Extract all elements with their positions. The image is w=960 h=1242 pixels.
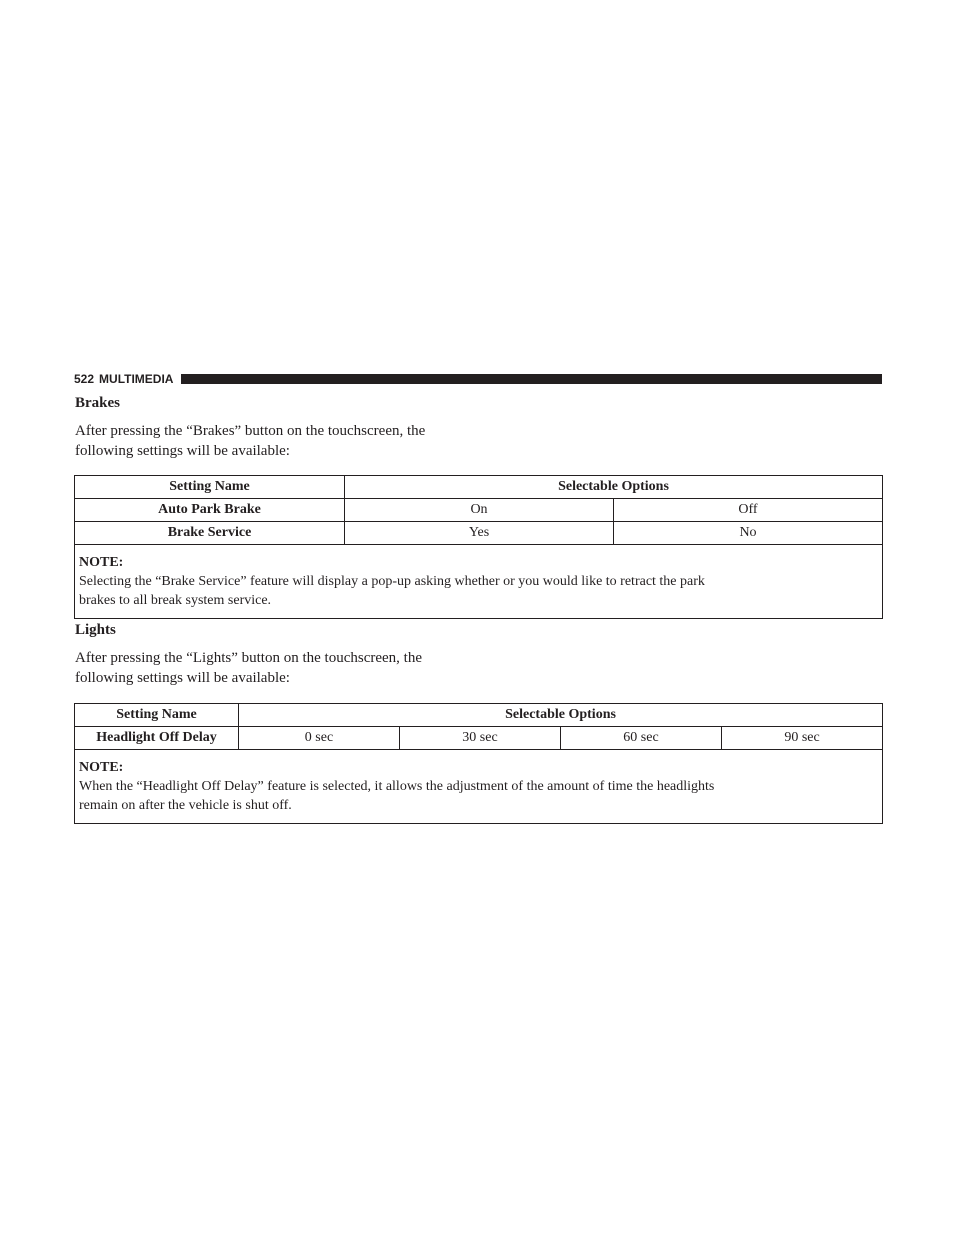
brakes-heading: Brakes bbox=[75, 395, 120, 411]
note-text-line: When the “Headlight Off Delay” feature is selected, it allows the adjustment of the amount of time the headlights bbox=[79, 779, 715, 794]
brakes-intro-line: following settings will be available: bbox=[75, 443, 290, 459]
lights-intro-line: following settings will be available: bbox=[75, 670, 290, 686]
option-cell: No bbox=[614, 522, 883, 545]
brakes-intro-line: After pressing the “Brakes” button on the touchscreen, the bbox=[75, 423, 426, 439]
setting-name-cell: Auto Park Brake bbox=[75, 499, 345, 522]
setting-name-cell: Brake Service bbox=[75, 522, 345, 545]
page-header bbox=[74, 371, 882, 387]
setting-name-cell: Headlight Off Delay bbox=[75, 727, 239, 750]
lights-heading: Lights bbox=[75, 622, 116, 638]
option-cell: 90 sec bbox=[722, 727, 883, 750]
note-row bbox=[75, 545, 883, 619]
brakes-intro bbox=[75, 421, 495, 461]
option-cell: Off bbox=[614, 499, 883, 522]
option-cell: 60 sec bbox=[561, 727, 722, 750]
page-number: 522 bbox=[74, 372, 95, 386]
section-title: MULTIMEDIA bbox=[99, 372, 174, 386]
table-row bbox=[75, 727, 883, 750]
table-header-row bbox=[75, 476, 883, 499]
table-header-row bbox=[75, 704, 883, 727]
option-cell: Yes bbox=[345, 522, 614, 545]
lights-intro-line: After pressing the “Lights” button on the touchscreen, the bbox=[75, 650, 422, 666]
note-label: NOTE: bbox=[79, 555, 124, 570]
note-label: NOTE: bbox=[79, 760, 124, 775]
col-header-selectable-options: Selectable Options bbox=[345, 476, 883, 499]
col-header-setting-name: Setting Name bbox=[75, 704, 239, 727]
option-cell: On bbox=[345, 499, 614, 522]
table-row bbox=[75, 499, 883, 522]
table-row bbox=[75, 522, 883, 545]
brakes-settings-table bbox=[74, 475, 883, 619]
note-text-line: remain on after the vehicle is shut off. bbox=[79, 798, 292, 813]
note-cell bbox=[75, 545, 883, 619]
option-cell: 30 sec bbox=[400, 727, 561, 750]
note-text-line: Selecting the “Brake Service” feature will display a pop-up asking whether or you would like to retract the park bbox=[79, 574, 705, 589]
option-cell: 0 sec bbox=[239, 727, 400, 750]
note-text-line: brakes to all break system service. bbox=[79, 593, 272, 608]
col-header-selectable-options: Selectable Options bbox=[239, 704, 883, 727]
note-cell bbox=[75, 750, 883, 824]
note-row bbox=[75, 750, 883, 824]
lights-settings-table bbox=[74, 703, 883, 824]
col-header-setting-name: Setting Name bbox=[75, 476, 345, 499]
lights-intro bbox=[75, 648, 495, 688]
header-rule bbox=[181, 374, 882, 384]
